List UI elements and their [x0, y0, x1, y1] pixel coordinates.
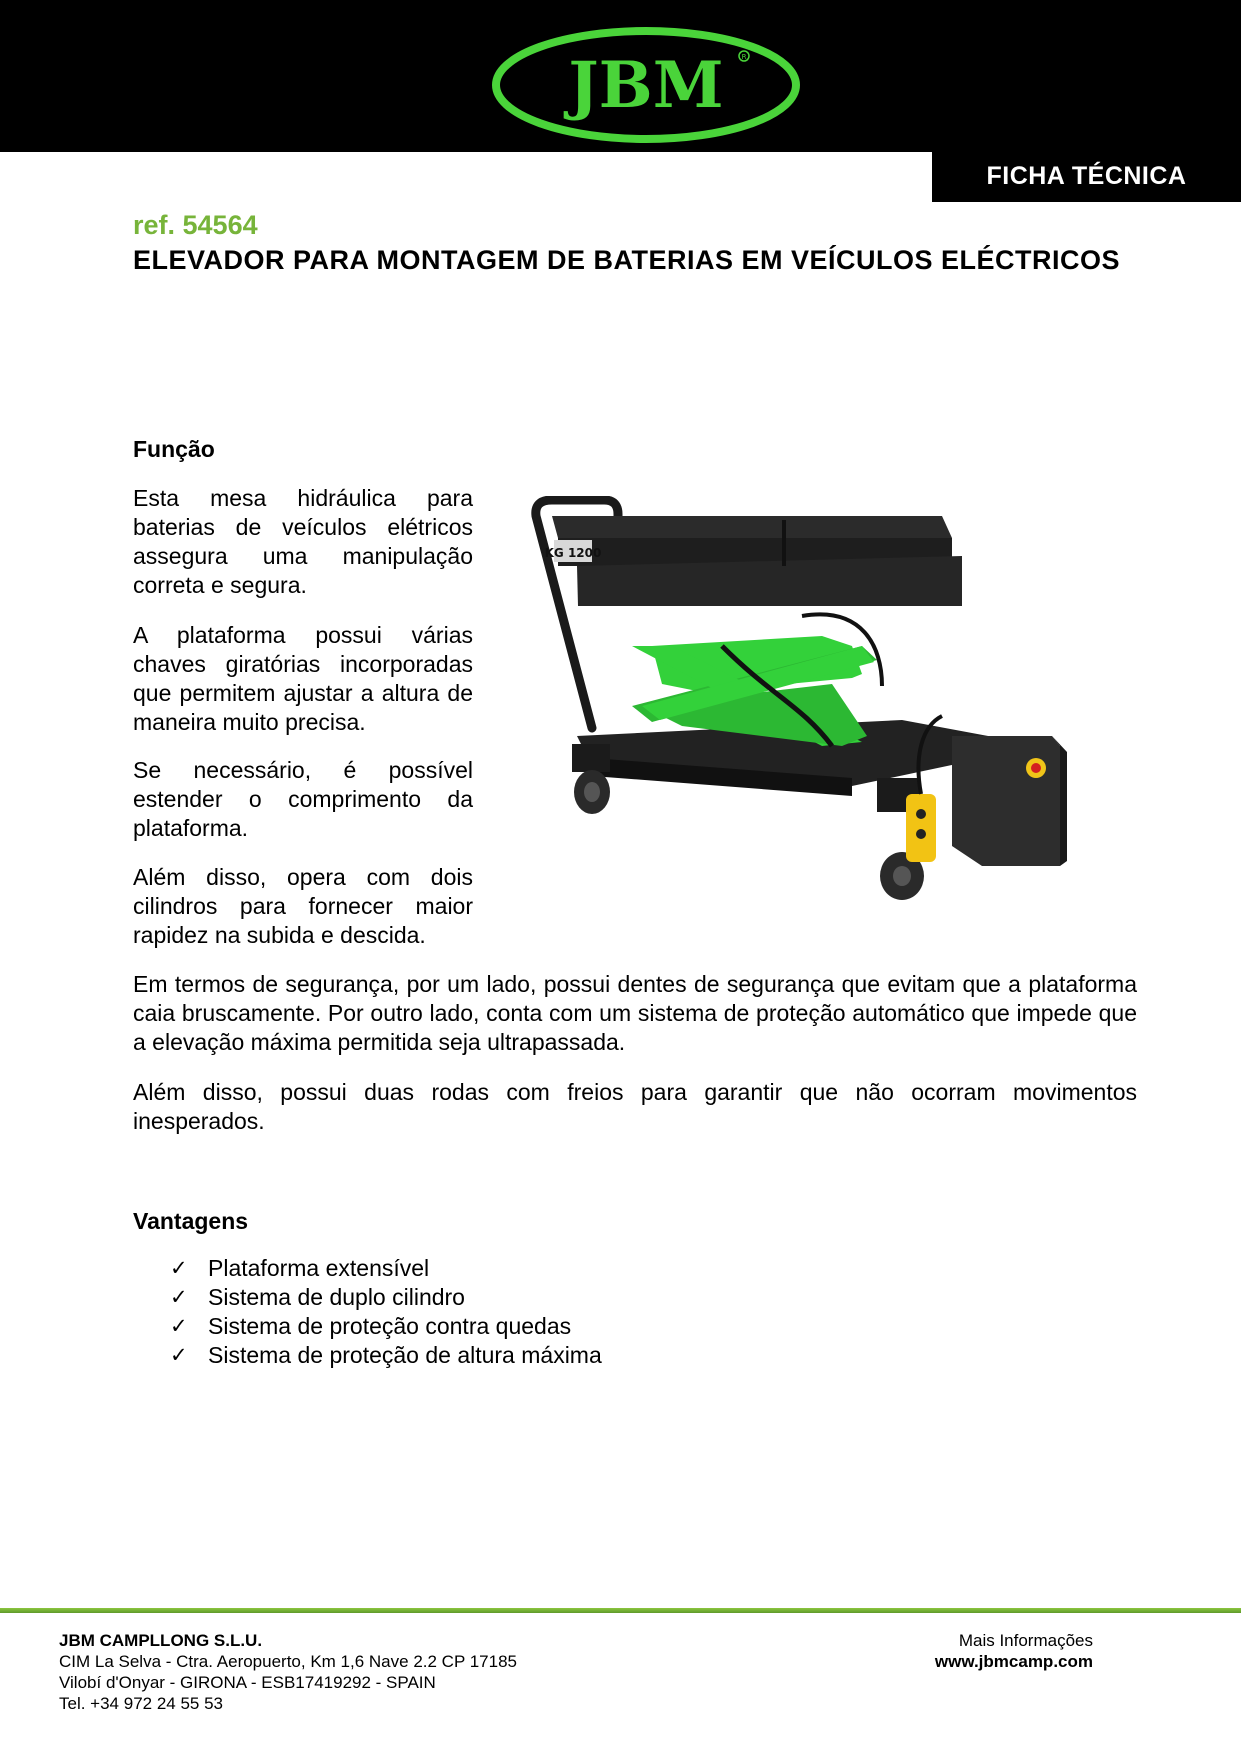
more-info-label: Mais Informações: [958, 1631, 1093, 1650]
footer-more-info: [935, 1630, 1093, 1672]
company-name: JBM CAMPLLONG S.L.U.: [59, 1631, 263, 1650]
check-icon: ✓: [170, 1314, 188, 1338]
check-icon: ✓: [170, 1343, 188, 1367]
address-line-1: CIM La Selva - Ctra. Aeropuerto, Km 1,6 Nave 2.2 CP 17185: [59, 1652, 517, 1671]
battery-lift-image: [522, 496, 1132, 930]
jbm-logo: [488, 24, 805, 146]
phone: Tel. +34 972 24 55 53: [59, 1694, 223, 1713]
product-title: ELEVADOR PARA MONTAGEM DE BATERIAS EM VEÍCULOS ELÉCTRICOS: [133, 245, 1121, 275]
section-label: FICHA TÉCNICA: [932, 150, 1241, 202]
svg-text:R: R: [741, 53, 747, 61]
funcao-paragraph-6: Além disso, possui duas rodas com freios para garantir que não ocorram movimentos inesperados.: [133, 1079, 1137, 1134]
funcao-heading: Função: [133, 436, 215, 462]
funcao-paragraph-1: Esta mesa hidráulica para baterias de veículos elétricos assegura uma manipulação correta e segura.: [133, 485, 473, 598]
check-icon: ✓: [170, 1256, 188, 1280]
list-item-label: Sistema de proteção contra quedas: [208, 1313, 572, 1339]
list-item: [170, 1254, 602, 1283]
funcao-paragraph-4: Além disso, opera com dois cilindros para fornecer maior rapidez na subida e descida.: [133, 864, 473, 948]
check-icon: ✓: [170, 1285, 188, 1309]
plate-label: KG 1200: [544, 546, 602, 560]
vantagens-heading: Vantagens: [133, 1208, 249, 1234]
funcao-paragraph-2: A plataforma possui várias chaves giratórias incorporadas que permitem ajustar a altura de maneira muito precisa.: [133, 622, 473, 735]
list-item-label: Sistema de proteção de altura máxima: [208, 1342, 602, 1368]
list-item: [170, 1283, 602, 1312]
list-item-label: Plataforma extensível: [208, 1255, 430, 1281]
funcao-paragraph-3: Se necessário, é possível estender o comprimento da plataforma.: [133, 757, 473, 841]
product-ref: ref. 54564: [133, 210, 258, 240]
list-item: [170, 1312, 602, 1341]
funcao-paragraph-5: Em termos de segurança, por um lado, possui dentes de segurança que evitam que a plataforma caia bruscamente. Por outro lado, conta com um sistema de proteção automático que impede que a elevação máxima permitida seja ultrapassada.: [133, 971, 1137, 1055]
list-item-label: Sistema de duplo cilindro: [208, 1284, 465, 1310]
website-link[interactable]: www.jbmcamp.com: [934, 1652, 1093, 1671]
list-item: [170, 1341, 602, 1370]
footer-divider: [0, 1608, 1241, 1613]
vantagens-list: [170, 1254, 602, 1370]
footer-address: [59, 1630, 517, 1714]
logo-text: JBM: [568, 48, 724, 123]
address-line-2: Vilobí d'Onyar - GIRONA - ESB17419292 - SPAIN: [59, 1673, 436, 1692]
